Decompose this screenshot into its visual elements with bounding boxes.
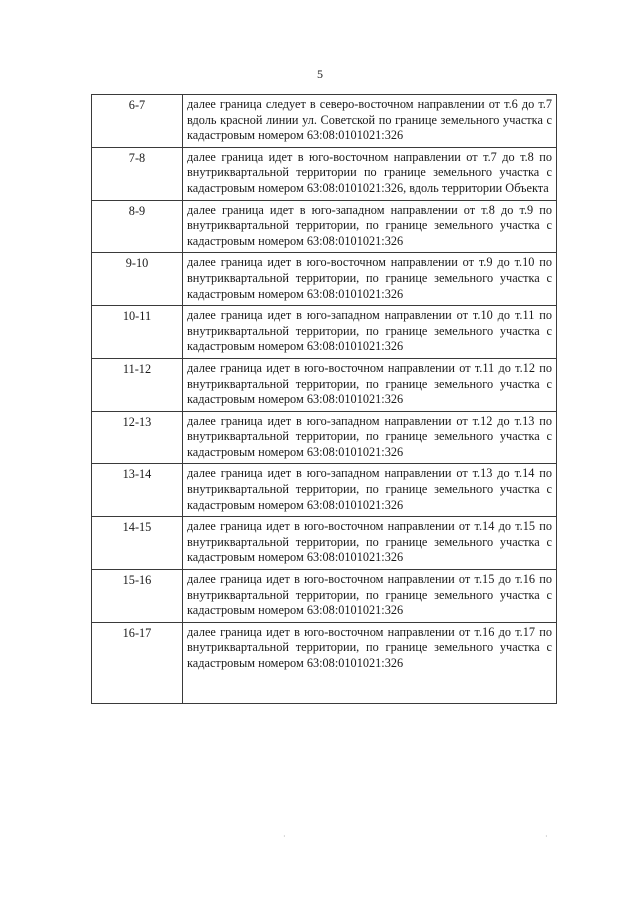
table-row [92, 200, 557, 253]
table-row [92, 411, 557, 464]
segment-cell: 13-14 [92, 464, 183, 517]
table-row [92, 570, 557, 623]
scan-artifact-mark: · [283, 832, 286, 841]
description-cell: далее граница идет в юго-восточном направлении от т.11 до т.12 по внутриквартальной территории, по границе земельного участка с кадастровым номером 63:08:0101021:326 [183, 358, 557, 411]
table-row [92, 147, 557, 200]
boundary-description-table [91, 94, 557, 704]
segment-cell: 15-16 [92, 570, 183, 623]
description-cell: далее граница идет в юго-восточном направлении от т.15 до т.16 по внутриквартальной территории, по границе земельного участка с кадастровым номером 63:08:0101021:326 [183, 570, 557, 623]
description-cell: далее граница идет в юго-восточном направлении от т.16 до т.17 по внутриквартальной территории, по границе земельного участка с кадастровым номером 63:08:0101021:326 [183, 622, 557, 703]
table-row [92, 517, 557, 570]
segment-cell: 9-10 [92, 253, 183, 306]
scan-artifact-mark: · [545, 832, 548, 841]
segment-cell: 16-17 [92, 622, 183, 703]
description-cell: далее граница следует в северо-восточном направлении от т.6 до т.7 вдоль красной линии ул. Советской по границе земельного участка с кадастровым номером 63:08:0101021:326 [183, 95, 557, 148]
description-cell: далее граница идет в юго-западном направлении от т.12 до т.13 по внутриквартальной территории, по границе земельного участка с кадастровым номером 63:08:0101021:326 [183, 411, 557, 464]
table-row [92, 95, 557, 148]
segment-cell: 10-11 [92, 306, 183, 359]
description-cell: далее граница идет в юго-западном направлении от т.8 до т.9 по внутриквартальной территории, по границе земельного участка с кадастровым номером 63:08:0101021:326 [183, 200, 557, 253]
table-row [92, 253, 557, 306]
table-body [92, 95, 557, 704]
description-cell: далее граница идет в юго-восточном направлении от т.7 до т.8 по внутриквартальной территории по границе земельного участка с кадастровым номером 63:08:0101021:326, вдоль территории Объекта [183, 147, 557, 200]
table-row [92, 622, 557, 703]
description-cell: далее граница идет в юго-западном направлении от т.13 до т.14 по внутриквартальной территории, по границе земельного участка с кадастровым номером 63:08:0101021:326 [183, 464, 557, 517]
table-row [92, 306, 557, 359]
table-row [92, 358, 557, 411]
segment-cell: 14-15 [92, 517, 183, 570]
description-cell: далее граница идет в юго-восточном направлении от т.14 до т.15 по внутриквартальной территории, по границе земельного участка с кадастровым номером 63:08:0101021:326 [183, 517, 557, 570]
segment-cell: 6-7 [92, 95, 183, 148]
segment-cell: 7-8 [92, 147, 183, 200]
segment-cell: 11-12 [92, 358, 183, 411]
description-cell: далее граница идет в юго-западном направлении от т.10 до т.11 по внутриквартальной территории, по границе земельного участка с кадастровым номером 63:08:0101021:326 [183, 306, 557, 359]
table-row [92, 464, 557, 517]
page-number: 5 [317, 67, 323, 81]
description-cell: далее граница идет в юго-восточном направлении от т.9 до т.10 по внутриквартальной территории, по границе земельного участка с кадастровым номером 63:08:0101021:326 [183, 253, 557, 306]
segment-cell: 12-13 [92, 411, 183, 464]
segment-cell: 8-9 [92, 200, 183, 253]
